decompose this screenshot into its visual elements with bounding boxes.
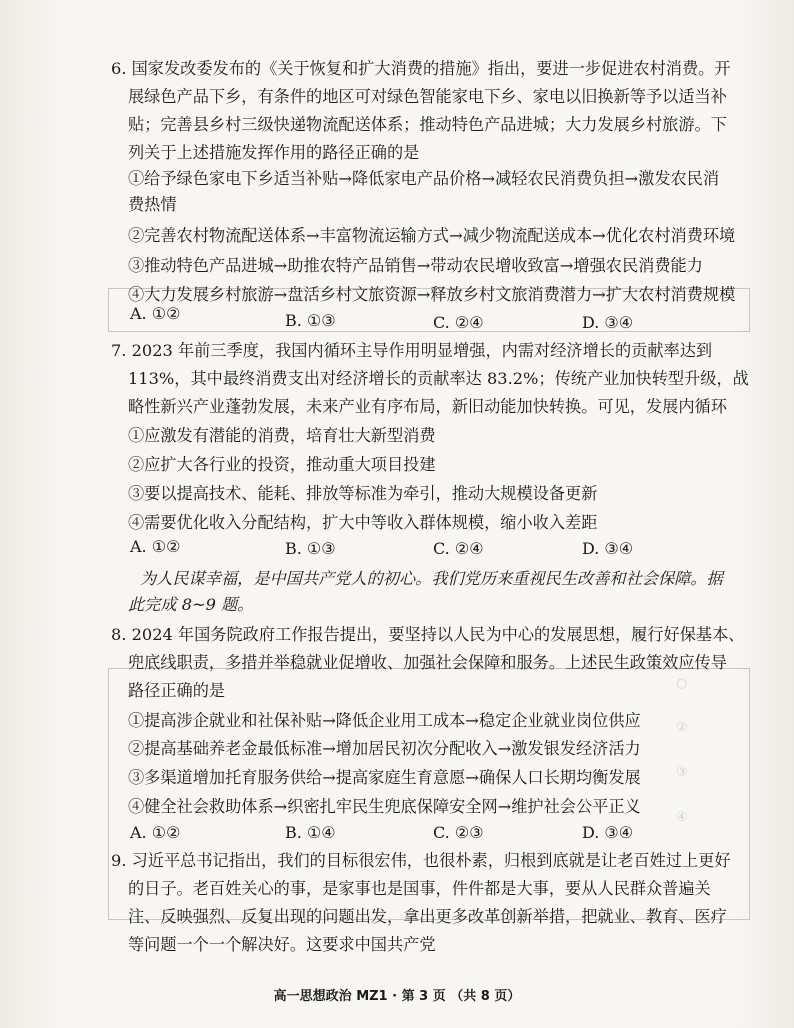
question-line: 路径正确的是: [128, 681, 226, 700]
question-line: 注、反映强烈、反复出现的问题出发，拿出更多改革创新举措，把就业、教育、医疗: [128, 907, 727, 926]
statement-3: ③多渠道增加托育服务供给→提高家庭生育意愿→确保人口长期均衡发展: [128, 768, 641, 787]
option-d[interactable]: D. ③④: [582, 539, 634, 558]
bleed-through-mark: ②: [676, 720, 688, 735]
statement-1: ①给予绿色家电下乡适当补贴→降低家电产品价格→减轻农民消费负担→激发农民消: [128, 169, 720, 188]
statement-4: ④大力发展乡村旅游→盘活乡村文旅资源→释放乡村文旅消费潜力→扩大农村消费规模: [128, 285, 736, 304]
question-line: 贴；完善县乡村三级快递物流配送体系；推动特色产品进城；大力发展乡村旅游。下: [128, 115, 727, 134]
statement-3: ③要以提高技术、能耗、排放等标准为牵引，推动大规模设备更新: [128, 484, 598, 503]
intro-line: 此完成 8~9 题。: [128, 595, 254, 614]
question-line: 7. 2023 年前三季度，我国内循环主导作用明显增强，内需对经济增长的贡献率达到: [111, 341, 713, 360]
option-d[interactable]: D. ③④: [582, 823, 634, 842]
statement-2: ②应扩大各行业的投资，推动重大项目投建: [128, 455, 436, 474]
option-b[interactable]: B. ①④: [285, 823, 336, 842]
statement-4: ④需要优化收入分配结构，扩大中等收入群体规模，缩小收入差距: [128, 513, 598, 532]
question-line: 列关于上述措施发挥作用的路径正确的是: [128, 143, 420, 162]
option-a[interactable]: A. ①②: [130, 304, 181, 323]
statement-3: ③推动特色产品进城→助推农特产品销售→带动农民增收致富→增强农民消费能力: [128, 256, 703, 275]
question-line: 等问题一个一个解决好。这要求中国共产党: [128, 935, 436, 954]
bleed-through-mark: ④: [676, 810, 688, 825]
page-footer: 高一思想政治 MZ1 · 第 3 页 （共 8 页）: [273, 989, 521, 1004]
option-c[interactable]: C. ②③: [433, 823, 484, 842]
statement-1: ①应激发有潜能的消费，培育壮大新型消费: [128, 426, 436, 445]
option-b[interactable]: B. ①③: [285, 539, 336, 558]
statement-2: ②提高基础养老金最低标准→增加居民初次分配收入→激发银发经济活力: [128, 739, 641, 758]
option-d[interactable]: D. ③④: [582, 313, 634, 332]
question-line: 兜底线职责，多措并举稳就业促增收、加强社会保障和服务。上述民生政策效应传导: [128, 653, 727, 672]
question-line: 9. 习近平总书记指出，我们的目标很宏伟，也很朴素，归根到底就是让老百姓过上更好: [111, 851, 731, 870]
bleed-through-mark: ○: [676, 676, 688, 691]
question-line: 略性新兴产业蓬勃发展，未来产业有序布局，新旧动能加快转换。可见，发展内循环: [128, 397, 727, 416]
bleed-through-mark: ③: [676, 765, 688, 780]
statement-2: ②完善农村物流配送体系→丰富物流运输方式→减少物流配送成本→优化农村消费环境: [128, 226, 736, 245]
question-line: 6. 国家发改委发布的《关于恢复和扩大消费的措施》指出，要进一步促进农村消费。开: [111, 59, 731, 78]
question-line: 展绿色产品下乡，有条件的地区可对绿色智能家电下乡、家电以旧换新等予以适当补: [128, 87, 727, 106]
statement-1: ①提高涉企就业和社保补贴→降低企业用工成本→稳定企业就业岗位供应: [128, 711, 641, 730]
option-a[interactable]: A. ①②: [130, 823, 181, 842]
statement-4: ④健全社会救助体系→织密扎牢民生兜底保障安全网→维护社会公平正义: [128, 797, 641, 816]
statement-1-cont: 费热情: [128, 195, 177, 214]
option-a[interactable]: A. ①②: [130, 537, 181, 556]
option-c[interactable]: C. ②④: [433, 539, 484, 558]
option-c[interactable]: C. ②④: [433, 313, 484, 332]
question-line: 113%，其中最终消费支出对经济增长的贡献率达 83.2%；传统产业加快转型升级，战: [128, 369, 749, 388]
question-line: 8. 2024 年国务院政府工作报告提出，要坚持以人民为中心的发展思想，履行好保基本、: [111, 625, 745, 644]
question-line: 的日子。老百姓关心的事，是家事也是国事，件件都是大事，要从人民群众普遍关: [128, 879, 711, 898]
intro-line: 为人民谋幸福，是中国共产党人的初心。我们党历来重视民生改善和社会保障。据: [140, 569, 723, 588]
option-b[interactable]: B. ①③: [285, 311, 336, 330]
